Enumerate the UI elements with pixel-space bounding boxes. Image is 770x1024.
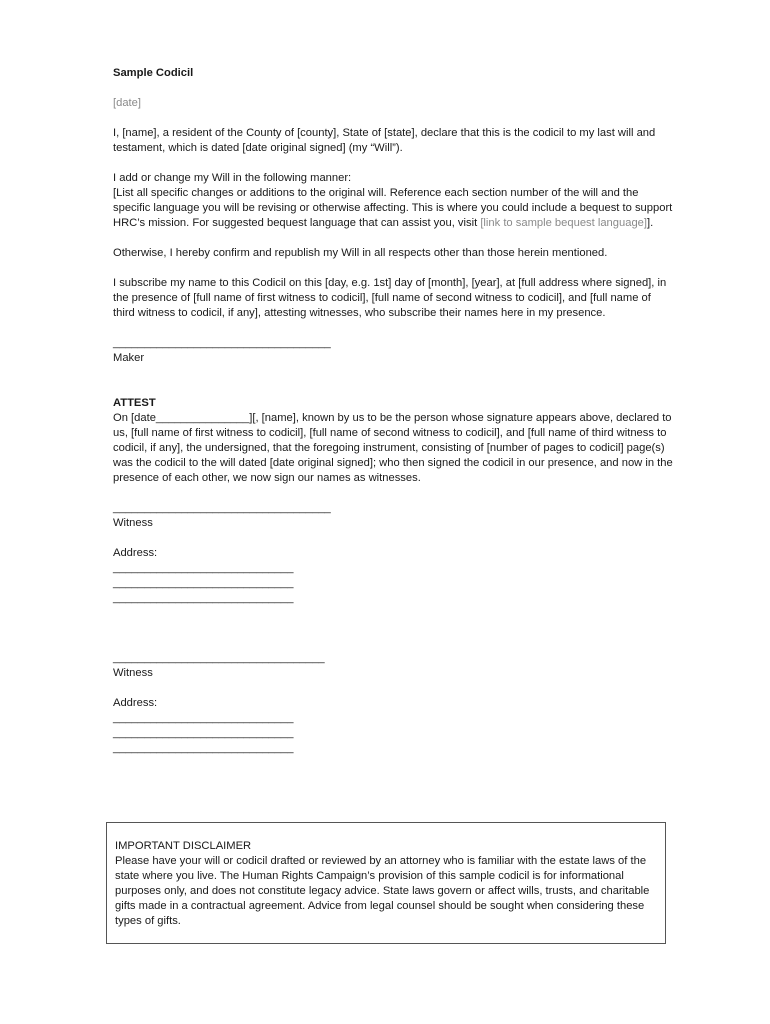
- changes-body-end: ].: [647, 217, 654, 229]
- attest-heading: ATTEST: [113, 397, 156, 409]
- address2-line: _____________________________: [113, 727, 294, 739]
- maker-signature-line: ___________________________________: [113, 337, 331, 349]
- document-title: Sample Codicil: [113, 67, 194, 79]
- address1-line: _____________________________: [113, 577, 294, 589]
- witness2-label: Witness: [113, 667, 153, 679]
- disclaimer-body: Please have your will or codicil drafted or reviewed by an attorney who is familiar with the estate laws of the state where you live. The Human Rights Campaign’s provision of this sample codicil is for informational purposes only, and does not constitute legacy advice. State laws govern or affect wills, trusts, and charitable gifts made in a contractual agreement. Advice from legal counsel should be sought when considering these types of gifts.: [115, 855, 650, 927]
- address1-label: Address:: [113, 547, 158, 559]
- intro-paragraph: I, [name], a resident of the County of [county], State of [state], declare that this is the codicil to my last will and testament, which is dated [date original signed] (my “Will”).: [113, 127, 656, 154]
- address1-line: _____________________________: [113, 562, 294, 574]
- disclaimer-heading: IMPORTANT DISCLAIMER: [115, 840, 252, 852]
- bequest-language-link[interactable]: [link to sample bequest language]: [480, 217, 647, 229]
- address1-line: _____________________________: [113, 592, 294, 604]
- witness1-signature-line: ___________________________________: [113, 502, 331, 514]
- address2-line: _____________________________: [113, 712, 294, 724]
- changes-body: [113, 186, 673, 231]
- attest-paragraph: On [date_______________][, [name], known by us to be the person whose signature appears above, declared to us, [full name of first witness to codicil], [full name of second witness to codicil], and [full name of third witness to codicil, if any], the undersigned, that the foregoing instrument, consisting of [number of pages to codicil] page(s) was the codicil to the will dated [date original signed]; who then signed the codicil in our presence, and now in the presence of each other, we now sign our names as witnesses.: [113, 412, 673, 484]
- address2-label: Address:: [113, 697, 158, 709]
- witness2-signature-line: __________________________________: [113, 652, 325, 664]
- confirm-paragraph: Otherwise, I hereby confirm and republish my Will in all respects other than those herein mentioned.: [113, 247, 608, 259]
- changes-lead: I add or change my Will in the following manner:: [113, 172, 352, 184]
- document-page: [113, 66, 673, 756]
- subscribe-paragraph: I subscribe my name to this Codicil on this [day, e.g. 1st] day of [month], [year], at [full address where signed], in the presence of [full name of first witness to codicil], [full name of second witness to codicil], and [full name of third witness to codicil, if any], attesting witnesses, who subscribe their names here in my presence.: [113, 277, 667, 319]
- address2-line: _____________________________: [113, 742, 294, 754]
- disclaimer-box: [106, 822, 666, 944]
- changes-section: [113, 171, 673, 231]
- witness1-label: Witness: [113, 517, 153, 529]
- date-placeholder: [date]: [113, 97, 141, 109]
- changes-body-text: [List all specific changes or additions to the original will. Reference each section number of the will and the specific language you will be revising or otherwise affecting. This is where you could include a bequest to support HRC’s mission. For suggested bequest language that can assist you, visit: [113, 187, 673, 229]
- maker-label: Maker: [113, 352, 145, 364]
